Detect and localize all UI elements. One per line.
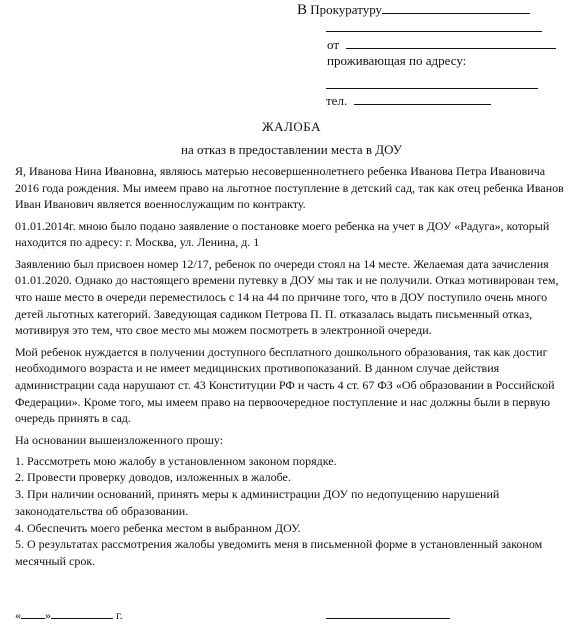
paragraph-refusal: Заявлению был присвоен номер 12/17, ребенок по очереди стоял на 14 месте. Желаемая дата зачисления 01.01.2020. Однако до настоящего времени путевку в ДОУ мы так и не получили. Отказ мотивирован тем, что наше место в очереди переместилось с 14 на 44 по причине того, что в ДОУ поступило очень много детей льготных категорий. Заведующая садиком Петрова П. П. отказалась выдать письменный отказ, мотивируя это тем, что свое место мы можем посмотреть в электронной очереди. [15, 256, 559, 338]
list-item: 2. Провести проверку доводов, изложенных в жалобе. [15, 470, 291, 485]
sender-label: от [327, 37, 340, 52]
paragraph-request-intro: На основании вышеизложенного прошу: [15, 432, 224, 447]
sender-line [327, 37, 556, 53]
recipient-prefix: В [297, 2, 308, 18]
list-item: 1. Рассмотреть мою жалобу в установленном законом порядке. [15, 453, 337, 468]
date-signature-line [15, 607, 571, 623]
date-year-suffix: г. [116, 608, 123, 622]
address-blank [326, 88, 538, 89]
document-title: ЖАЛОБА [262, 119, 321, 134]
signature-blank [326, 607, 450, 619]
phone-blank [354, 93, 491, 105]
list-item: 3. При наличии оснований, принять меры к администрации ДОУ по недопущению нарушений законодательства об образовании. [15, 487, 500, 518]
date-quote-close: » [45, 608, 51, 622]
sender-blank [346, 37, 556, 49]
document-body [15, 163, 571, 574]
address-line [327, 53, 466, 69]
paragraph-intro: Я, Иванова Нина Ивановна, являюсь матерью несовершеннолетнего ребенка Иванова Петра Ивановича 2016 года рождения. Мы имеем право на льготное поступление в детский сад, так как отец ребенка Иванов Иван Иванович является военнослужащим по контракту. [15, 164, 564, 212]
document-subtitle: на отказ в предоставлении места в ДОУ [181, 142, 402, 157]
recipient-blank [382, 2, 530, 14]
paragraph-application: 01.01.2014г. мною было подано заявление о постановке моего ребенка на учет в ДОУ «Радуга», который находится по адресу: г. Москва, ул. Ленина, д. 1 [15, 218, 550, 250]
recipient-extra-blank [326, 31, 542, 32]
recipient-label: Прокуратуру [310, 2, 383, 17]
date-day-blank [21, 607, 45, 619]
paragraph-legal-basis: Мой ребенок нуждается в получении доступного бесплатного дошкольного образования, так как достиг необходимого возраста и не имеет медицинских противопоказаний. В данном случае действия администрации сада нарушают ст. 43 Конституции РФ и часть 4 ст. 67 ФЗ «Об образовании в Российской Федерации». Кроме того, мы имеем право на первоочередное поступление и нас должны были в первую очередь принять в сад. [15, 344, 555, 426]
request-list [15, 453, 571, 570]
phone-line [326, 93, 491, 109]
recipient-line [297, 2, 530, 18]
date-quote-open: « [15, 608, 21, 622]
address-label: проживающая по адресу: [327, 53, 467, 68]
phone-label: тел. [326, 93, 348, 108]
list-item: 4. Обеспечить моего ребенка местом в выбранном ДОУ. [15, 520, 301, 535]
date-month-blank [51, 607, 113, 619]
list-item: 5. О результатах рассмотрения жалобы уведомить меня в письменной форме в установленный законом месячный срок. [15, 537, 543, 568]
